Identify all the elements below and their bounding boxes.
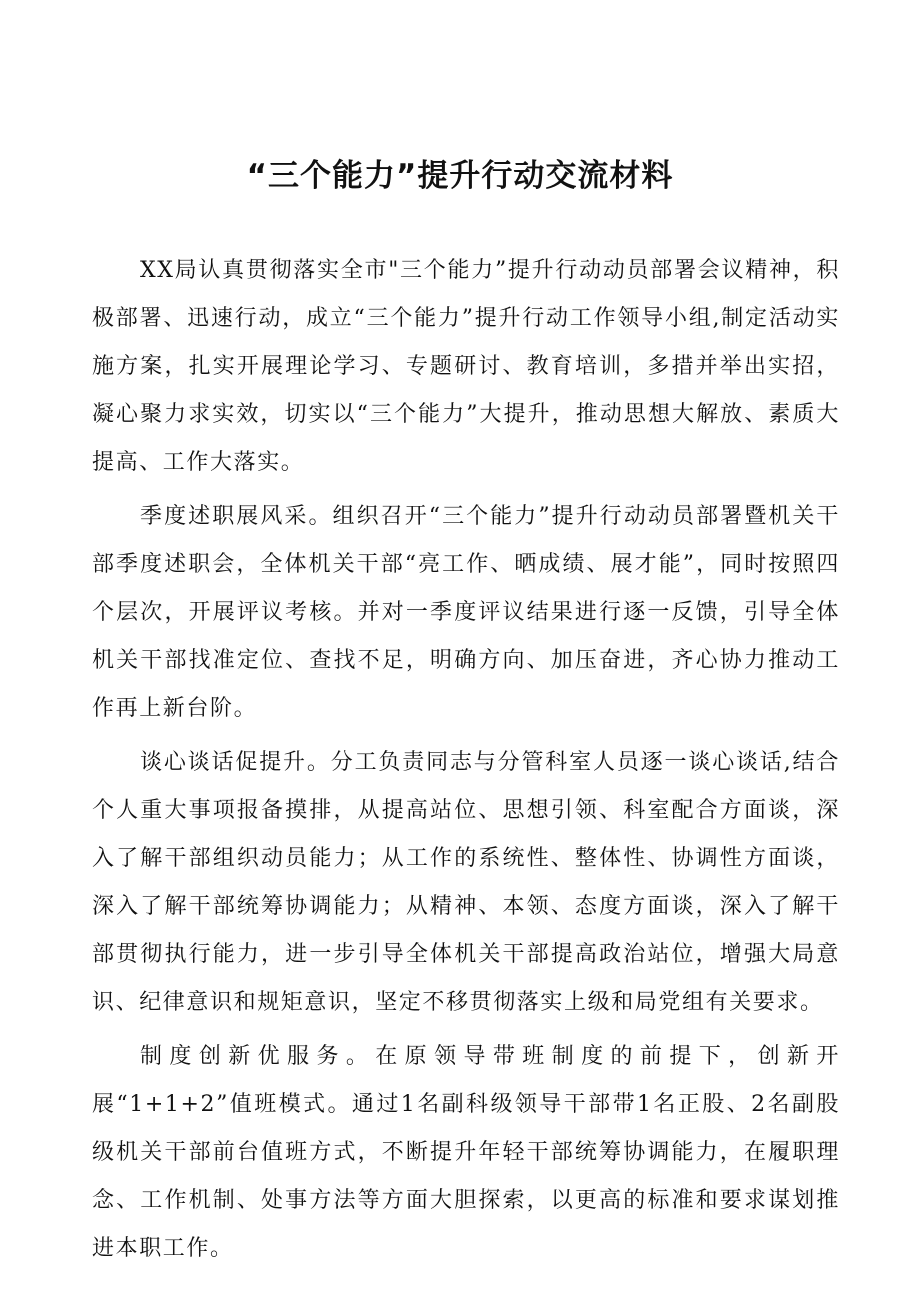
document-title: “三个能力”提升行动交流材料 xyxy=(246,158,674,194)
intro-paragraph: XX局认真贯彻落实全市"三个能力”提升行动动员部署会议精神，积极部署、迅速行动，成立“三个能力”提升行动工作领导小组,制定活动实施方案，扎实开展理论学习、专题研讨、教育培训，多措并举出实招，凝心聚力求实效，切实以“三个能力”大提升，推动思想大解放、素质大提高、工作大落实。 xyxy=(92,258,840,475)
heart-to-heart-talk-paragraph: 谈心谈话促提升。分工负责同志与分管科室人员逐一谈心谈话,结合个人重大事项报备摸排，从提高站位、思想引领、科室配合方面谈，深入了解干部组织动员能力；从工作的系统性、整体性、协调性方面谈，深入了解干部统筹协调能力；从精神、本领、态度方面谈，深入了解干部贯彻执行能力，进一步引导全体机关干部提高政治站位，增强大局意识、纪律意识和规矩意识，坚定不移贯彻落实上级和局党组有关要求。 xyxy=(92,750,840,1015)
system-innovation-paragraph: 制度创新优服务。在原领导带班制度的前提下，创新开展“1+1+2”值班模式。通过1名副科级领导干部带1名正股、2名副股级机关干部前台值班方式，不断提升年轻干部统筹协调能力，在履职理念、工作机制、处事方法等方面大胆探索，以更高的标准和要求谋划推进本职工作。 xyxy=(92,1044,840,1261)
quarterly-report-paragraph: 季度述职展风采。组织召开“三个能力”提升行动动员部署暨机关干部季度述职会，全体机关干部“亮工作、晒成绩、展才能”，同时按照四个层次，开展评议考核。并对一季度评议结果进行逐一反馈，引导全体机关干部找准定位、查找不足，明确方向、加压奋进，齐心协力推动工作再上新台阶。 xyxy=(92,504,840,721)
document-body xyxy=(92,247,840,1279)
